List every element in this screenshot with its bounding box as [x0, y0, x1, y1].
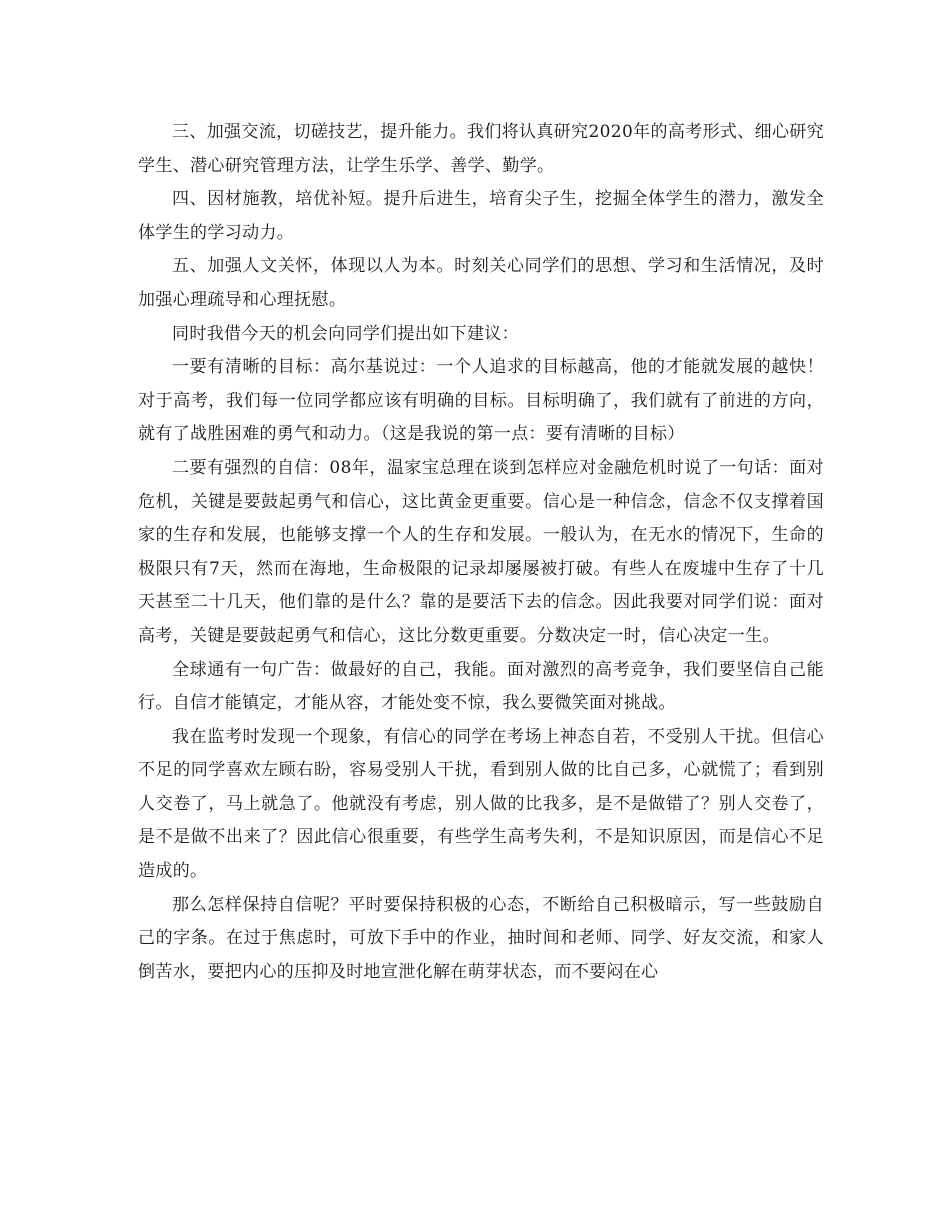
document-body: [138, 116, 824, 989]
paragraph-9-first-line: 那么怎样保持自信呢？平时要保持积极的心态，不断给自己积极暗示，写一些: [172, 894, 772, 915]
paragraph-8-first-line: 我在监考时发现一个现象，有信心的同学在考场上神态自若，不受别人干扰。: [172, 726, 772, 747]
paragraph-8-rest: 但信心不足的同学喜欢左顾右盼，容易受别人干扰，看到别人做的比自己多，心就慌了；看到别人交卷了，马上就急了。他就没有考虑，别人做的比我多，是不是做错了？别人交卷了，是不是做不出来了？因此信心很重要，有些学生高考失利，不是知识原因，而是信心不足造成的。: [138, 726, 824, 882]
paragraph-3-first-line: 五、加强人文关怀，体现以人为本。时刻关心同学们的思想、学习和生活情况，: [172, 256, 790, 277]
paragraph-2-first-line: 四、因材施教，培优补短。提升后进生，培育尖子生，挖掘全体学生的潜力，: [172, 189, 772, 210]
paragraph-3: [138, 250, 824, 317]
paragraph-9: [138, 889, 824, 990]
paragraph-7-first-line: 全球通有一句广告：做最好的自己，我能。面对激烈的高考竞争，我们要坚信: [172, 659, 772, 680]
paragraph-9-rest: 鼓励自己的字条。在过于焦虑时，可放下手中的作业，抽时间和老师、同学、好友交流，和家人倒苦水，要把内心的压抑及时地宣泄化解在萌芽状态，而不要闷在心: [138, 894, 824, 982]
paragraph-6-rest: 话：面对危机，关键是要鼓起勇气和信心，这比黄金更重要。信心是一种信念，信念不仅支撑着国家的生存和发展，也能够支撑一个人的生存和发展。一般认为，在无水的情况下，生命的极限只有7天，然而在海地，生命极限的记录却屡屡被打破。有些人在废墟中生存了十几天甚至二十几天，他们靠的是什么？靠的是要活下去的信念。因此我要对同学们说：面对高考，关键是要鼓起勇气和信心，这比分数更重要。分数决定一时，信心决定一生。: [138, 457, 824, 646]
paragraph-3-rest: 及时加强心理疏导和心理抚慰。: [138, 256, 824, 310]
paragraph-2-rest: 激发全体学生的学习动力。: [138, 189, 824, 243]
paragraph-7-rest: 自己能行。自信才能镇定，才能从容，才能处变不惊，我么要微笑面对挑战。: [138, 659, 824, 714]
paragraph-5-first-line: 一要有清晰的目标：高尔基说过：一个人追求的目标越高，他的才能就发展的: [172, 357, 772, 378]
paragraph-2: [138, 183, 824, 250]
paragraph-4: [138, 318, 824, 352]
paragraph-7: [138, 654, 824, 721]
paragraph-4-first-line: 同时我借今天的机会向同学们提出如下建议：: [172, 323, 519, 344]
paragraph-6: [138, 452, 824, 654]
paragraph-5: [138, 351, 824, 452]
paragraph-1-rest: 细心研究学生、潜心研究管理方法，让学生乐学、善学、勤学。: [138, 122, 825, 176]
paragraph-8: [138, 721, 824, 889]
paragraph-1: [138, 116, 824, 183]
paragraph-6-first-line: 二要有强烈的自信：08年，温家宝总理在谈到怎样应对金融危机时说了一句: [172, 457, 755, 478]
paragraph-1-first-line: 三、加强交流，切磋技艺，提升能力。我们将认真研究2020年的高考形式、: [172, 122, 755, 142]
paragraph-5-rest: 越快！对于高考，我们每一位同学都应该有明确的目标。目标明确了，我们就有了前进的方向，就有了战胜困难的勇气和动力。（这是我说的第一点：要有清晰的目标）: [138, 357, 824, 445]
